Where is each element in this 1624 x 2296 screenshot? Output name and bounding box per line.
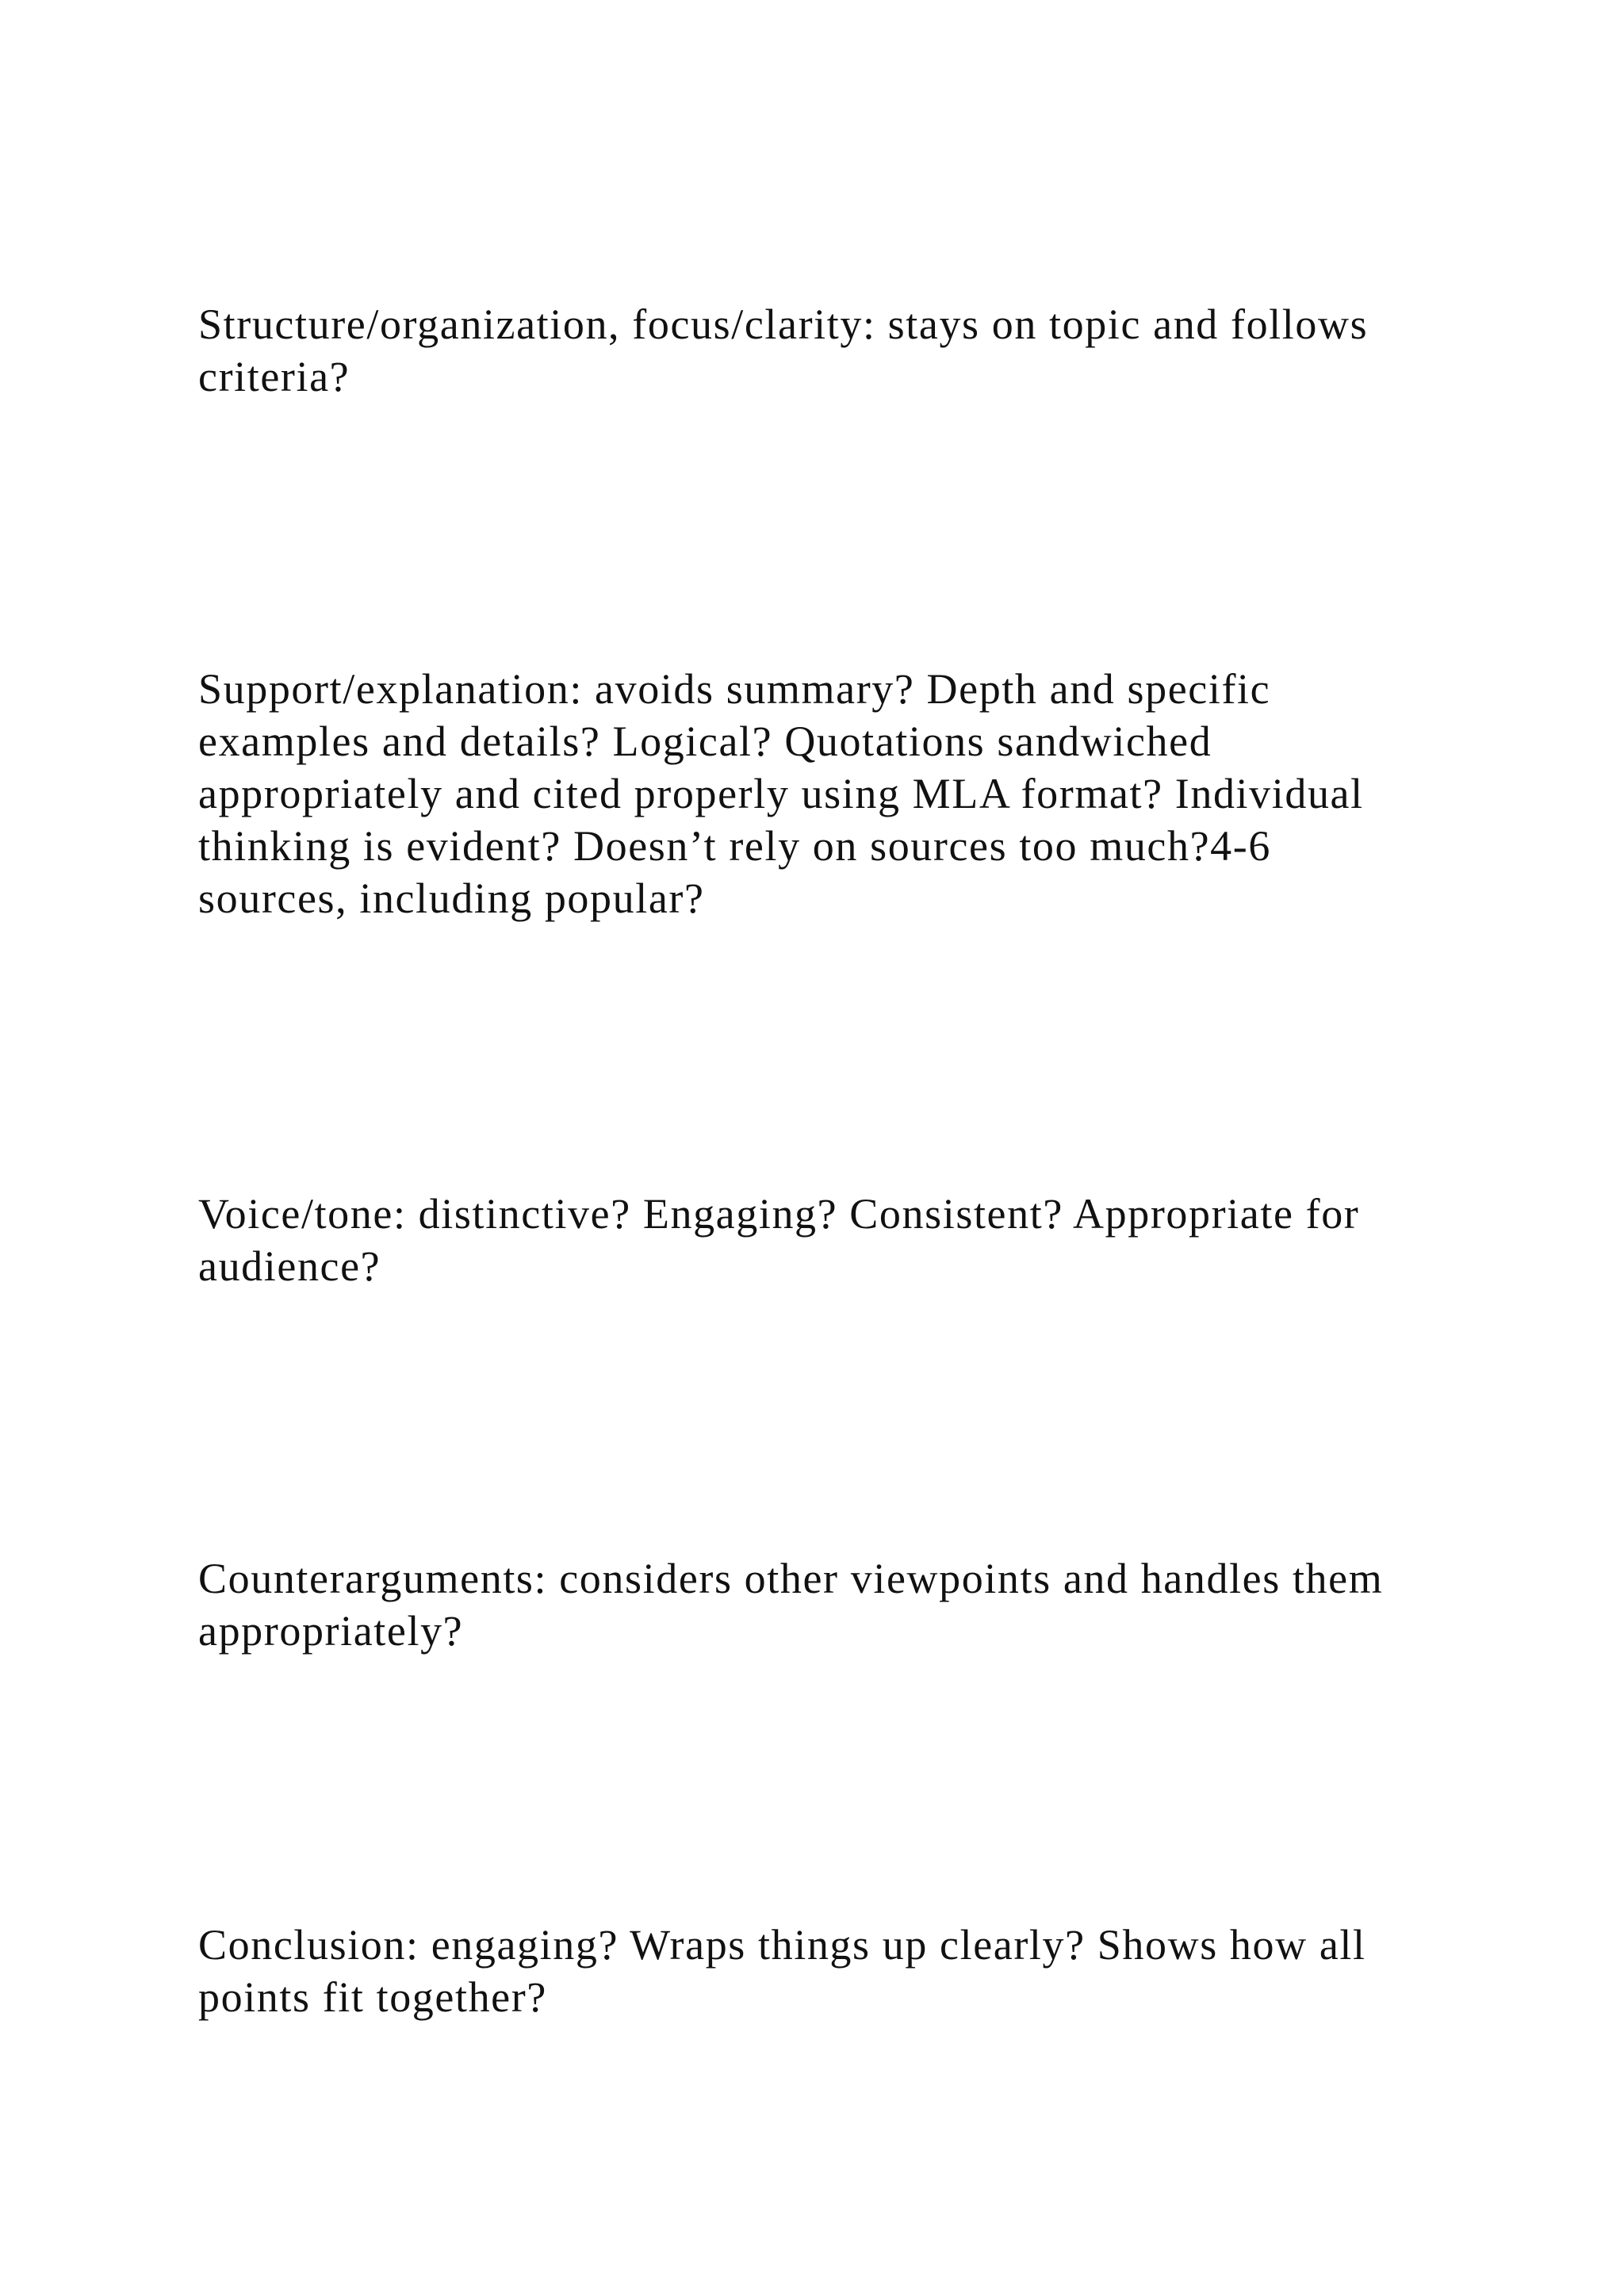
text-line: Counterarguments: considers other viewpoints and handles them bbox=[198, 1555, 1384, 1602]
text-line: Conclusion: engaging? Wraps things up clearly? Shows how all bbox=[198, 1921, 1366, 1969]
text-line: examples and details? Logical? Quotations sandwiched bbox=[198, 718, 1212, 765]
criterion-counterarguments bbox=[198, 1552, 1467, 1657]
text-line: criteria? bbox=[198, 353, 350, 400]
text-line: thinking is evident? Doesn’t rely on sources too much?4-6 bbox=[198, 822, 1271, 870]
text-line: Voice/tone: distinctive? Engaging? Consistent? Appropriate for bbox=[198, 1190, 1360, 1238]
criterion-structure-organization bbox=[198, 298, 1467, 403]
text-line: Structure/organization, focus/clarity: stays on topic and follows bbox=[198, 300, 1369, 348]
criterion-conclusion bbox=[198, 1919, 1467, 2023]
text-line: appropriately and cited properly using MLA format? Individual bbox=[198, 770, 1364, 817]
text-line: points fit together? bbox=[198, 1973, 547, 2021]
criterion-support-explanation bbox=[198, 663, 1467, 924]
criterion-voice-tone bbox=[198, 1188, 1467, 1292]
text-line: appropriately? bbox=[198, 1607, 464, 1655]
text-line: Support/explanation: avoids summary? Depth and specific bbox=[198, 665, 1271, 713]
text-line: audience? bbox=[198, 1242, 381, 1290]
text-line: sources, including popular? bbox=[198, 874, 705, 922]
